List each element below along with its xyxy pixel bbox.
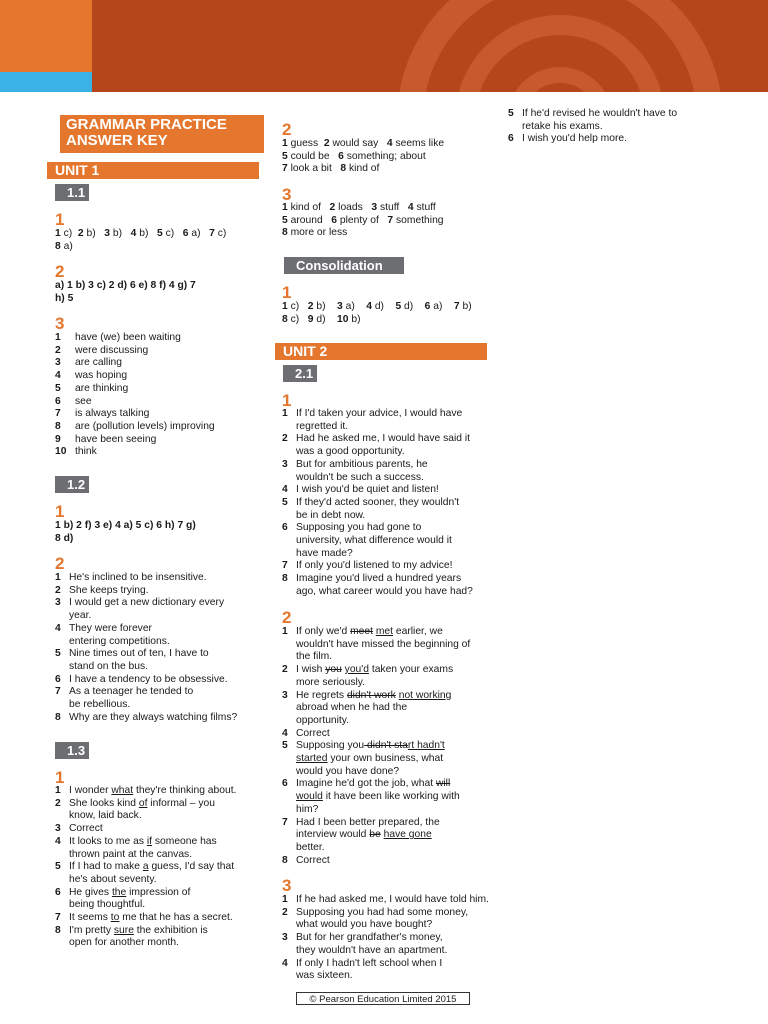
list-item: year. xyxy=(69,610,92,622)
exercise-number: 3 xyxy=(55,314,65,333)
exercise-number: 2 xyxy=(282,608,292,627)
list-item: 9 have been seeing xyxy=(55,433,157,445)
list-item: 5 are thinking xyxy=(55,382,129,394)
exercise-number: 3 xyxy=(282,876,292,895)
banner-circle-decoration xyxy=(0,0,768,92)
list-item: 1 He's inclined to be insensitive. xyxy=(55,572,207,583)
list-item: 1 I wonder what they're thinking about. xyxy=(55,785,237,796)
list-item: 4 It looks to me as if someone has xyxy=(55,835,217,847)
list-item: what would you have bought? xyxy=(296,919,433,931)
exercise-1-1b-3-answers: 1 kind of 2 loads 3 stuff 4 stuff 5 around 6 plenty of 7 something 8 more or less xyxy=(282,202,444,239)
list-item: ago, what career would you have had? xyxy=(296,585,473,597)
list-item: would it have been like working with xyxy=(296,791,460,803)
section-1-3-header: 1.3 xyxy=(55,742,89,759)
list-item: abroad when he had the xyxy=(296,702,408,714)
list-item: 6 I wish you'd help more. xyxy=(508,133,627,145)
list-item: 2 were discussing xyxy=(55,344,149,356)
list-item: 4 I wish you'd be quiet and listen! xyxy=(282,484,439,496)
exercise-number: 3 xyxy=(282,185,292,204)
exercise-1-1-2-answers: a) 1 b) 3 c) 2 d) 6 e) 8 f) 4 g) 7 h) 5 xyxy=(55,280,196,304)
list-item: 10 think xyxy=(55,446,97,458)
list-item: started your own business, what xyxy=(296,753,444,765)
exercise-1-1b-2-answers: 1 guess 2 would say 4 seems like 5 could be 6 something; about 7 look a bit 8 kind of xyxy=(282,138,445,175)
list-item: was a good opportunity. xyxy=(296,446,405,458)
exercise-number: 2 xyxy=(55,262,65,281)
list-item: know, laid back. xyxy=(69,810,142,822)
section-1-2-header: 1.2 xyxy=(55,476,89,493)
list-item: 3 But for ambitious parents, he xyxy=(282,458,428,470)
exercise-2-1-1-list xyxy=(282,408,497,599)
list-item: 3 He regrets didn't work not working xyxy=(282,689,452,701)
list-item: 8 Imagine you'd lived a hundred years xyxy=(282,573,462,585)
section-1-1-header: 1.1 xyxy=(55,184,89,201)
list-item: 6 Supposing you had gone to xyxy=(282,522,422,534)
list-item: 5 Supposing you didn't start hadn't xyxy=(282,740,445,752)
exercise-number: 1 xyxy=(55,768,65,787)
list-item: 7 If only you'd listened to my advice! xyxy=(282,560,453,572)
page-title: GRAMMAR PRACTICE ANSWER KEY xyxy=(60,115,264,153)
list-item: 1 If only we'd meet met earlier, we xyxy=(282,626,443,637)
list-item: 3 are calling xyxy=(55,357,122,369)
list-item: 6 see xyxy=(55,395,92,407)
exercise-number: 2 xyxy=(55,554,65,573)
list-item: 3 I would get a new dictionary every xyxy=(55,597,225,609)
list-item: 4 They were forever xyxy=(55,622,152,634)
list-item: 3 Correct xyxy=(55,823,103,835)
list-item: have made? xyxy=(296,547,353,559)
exercise-2-1-3-list-part1 xyxy=(282,894,497,983)
list-item: 2 Supposing you had had some money, xyxy=(282,906,469,918)
exercise-1-2-1-answers: 1 b) 2 f) 3 e) 4 a) 5 c) 6 h) 7 g) 8 d) xyxy=(55,520,196,544)
list-item: they wouldn't have an apartment. xyxy=(296,944,448,956)
list-item: 2 Had he asked me, I would have said it xyxy=(282,433,471,445)
list-item: university, what difference would it xyxy=(296,535,452,547)
exercise-number: 2 xyxy=(282,120,292,139)
list-item: 6 He gives the impression of xyxy=(55,886,191,898)
section-2-1-header: 2.1 xyxy=(283,365,317,382)
list-item: be rebellious. xyxy=(69,699,131,711)
exercise-1-1-3-list xyxy=(55,332,265,459)
list-item: 7 is always talking xyxy=(55,408,150,420)
list-item: would you have done? xyxy=(296,765,400,777)
list-item: him? xyxy=(296,803,319,815)
list-item: open for another month. xyxy=(69,937,179,949)
list-item: 7 It seems to me that he has a secret. xyxy=(55,912,233,924)
list-item: 7 Had I been better prepared, the xyxy=(282,816,440,828)
list-item: he's about seventy. xyxy=(69,873,157,885)
list-item: wouldn't be such a success. xyxy=(296,471,424,483)
list-item: thrown paint at the canvas. xyxy=(69,848,193,860)
list-item: 2 I wish you you'd taken your exams xyxy=(282,664,454,676)
list-item: better. xyxy=(296,841,325,853)
list-item: 4 If only I hadn't left school when I xyxy=(282,957,443,969)
header-banner xyxy=(0,0,768,92)
list-item: 6 I have a tendency to be obsessive. xyxy=(55,673,228,685)
list-item: interview would be have gone xyxy=(296,829,432,841)
exercise-number: 1 xyxy=(55,502,65,521)
list-item: 4 Correct xyxy=(282,727,330,739)
list-item: entering competitions. xyxy=(69,635,170,647)
list-item: 2 She keeps trying. xyxy=(55,584,149,596)
list-item: 5 If I had to make a guess, I'd say that xyxy=(55,861,235,873)
list-item: 2 She looks kind of informal – you xyxy=(55,797,215,809)
list-item: stand on the bus. xyxy=(69,660,149,672)
list-item: 3 But for her grandfather's money, xyxy=(282,932,443,944)
unit-2-header: UNIT 2 xyxy=(275,343,487,360)
list-item: 8 I'm pretty sure the exhibition is xyxy=(55,924,208,936)
exercise-number: 1 xyxy=(55,210,65,229)
list-item: 5 If they'd acted sooner, they wouldn't xyxy=(282,496,460,508)
exercise-1-2-2-list xyxy=(55,572,265,724)
list-item: 8 are (pollution levels) improving xyxy=(55,420,215,432)
exercise-1-1-1-answers: 1 c) 2 b) 3 b) 4 b) 5 c) 6 a) 7 c) 8 a) xyxy=(55,228,227,252)
list-item: 4 was hoping xyxy=(55,370,128,382)
consolidation-header: Consolidation xyxy=(284,257,404,274)
unit-1-header: UNIT 1 xyxy=(47,162,259,179)
list-item: 6 Imagine he'd got the job, what will xyxy=(282,778,451,790)
list-item: be in debt now. xyxy=(296,509,366,521)
list-item: was sixteen. xyxy=(296,970,353,982)
list-item: 5 If he'd revised he wouldn't have to xyxy=(508,108,678,119)
list-item: 8 Why are they always watching films? xyxy=(55,711,238,723)
list-item: 5 Nine times out of ten, I have to xyxy=(55,648,209,660)
exercise-2-1-3-list-part2 xyxy=(508,108,723,146)
exercise-number: 1 xyxy=(282,391,292,410)
list-item: being thoughtful. xyxy=(69,899,146,911)
list-item: more seriously. xyxy=(296,676,366,688)
copyright-footer: © Pearson Education Limited 2015 xyxy=(296,992,470,1005)
list-item: 8 Correct xyxy=(282,854,330,866)
list-item: 1 If he had asked me, I would have told him. xyxy=(282,894,489,905)
list-item: 1 If I'd taken your advice, I would have xyxy=(282,408,463,419)
exercise-number: 1 xyxy=(282,283,292,302)
list-item: retake his exams. xyxy=(522,120,603,132)
consolidation-1-answers: 1 c) 2 b) 3 a) 4 d) 5 d) 6 a) 7 b) 8 c) 9 d) 10 b) xyxy=(282,301,472,325)
list-item: 1 have (we) been waiting xyxy=(55,332,181,343)
list-item: the film. xyxy=(296,651,333,663)
list-item: opportunity. xyxy=(296,714,350,726)
list-item: regretted it. xyxy=(296,420,349,432)
exercise-1-3-1-list xyxy=(55,785,270,950)
list-item: 7 As a teenager he tended to xyxy=(55,686,194,698)
exercise-2-1-2-list xyxy=(282,626,497,867)
list-item: wouldn't have missed the beginning of xyxy=(296,638,471,650)
